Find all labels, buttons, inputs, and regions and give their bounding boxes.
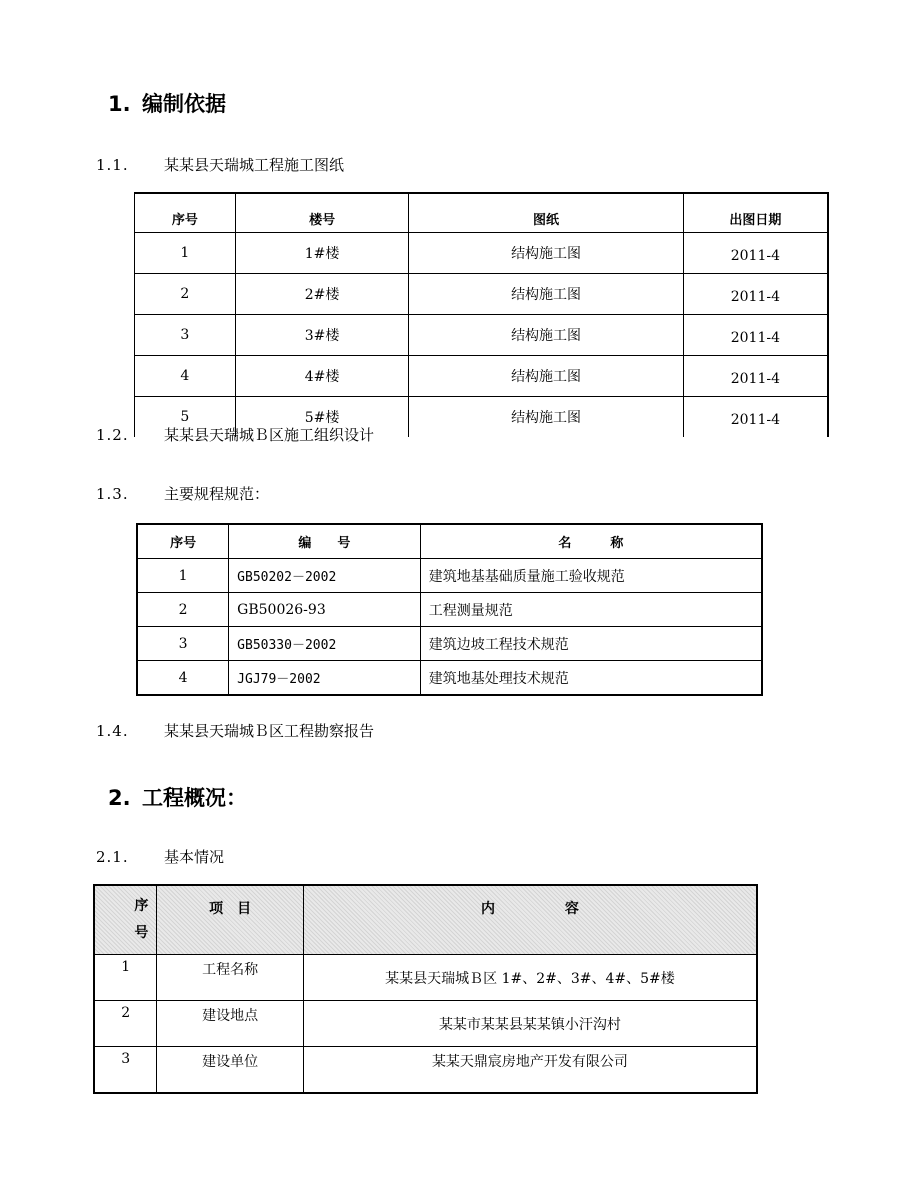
cell-name: 建筑地基基础质量施工验收规范: [420, 559, 762, 593]
cell-drawing: 结构施工图: [409, 356, 683, 397]
table-header-row: [94, 885, 757, 955]
table-row: [135, 356, 829, 397]
table-row: [135, 315, 829, 356]
subsection-2-1-text: 基本情况: [164, 848, 225, 866]
cell-drawing: 结构施工图: [409, 315, 683, 356]
cell-date: 2011-4: [683, 233, 828, 274]
table-row: [137, 593, 762, 627]
header-content: 内 容: [303, 885, 757, 955]
cell-date: 2011-4: [683, 356, 828, 397]
subsection-2-1-number: 2.1.: [96, 848, 129, 866]
table-row: [135, 274, 829, 315]
subsection-1-1-text: 某某县天瑞城工程施工图纸: [164, 156, 345, 174]
subsection-1-1: [96, 154, 344, 175]
cell-building: 5#楼: [235, 397, 409, 438]
cell-date: 2011-4: [683, 315, 828, 356]
cell-drawing: 结构施工图: [409, 233, 683, 274]
header-item: 项 目: [157, 885, 304, 955]
subsection-1-2-text: 某某县天瑞城Ｂ区施工组织设计: [164, 426, 375, 444]
table-row: [94, 1047, 757, 1094]
cell-index: 5: [135, 397, 236, 438]
subsection-1-1-number: 1.1.: [96, 156, 129, 174]
cell-item: 建设单位: [157, 1047, 304, 1094]
section-2-title: 工程概况：: [142, 786, 247, 810]
cell-drawing: 结构施工图: [409, 274, 683, 315]
header-index: 序号: [135, 193, 236, 233]
cell-index: 2: [94, 1001, 157, 1047]
table-header-row: [137, 524, 762, 559]
cell-index: 1: [135, 233, 236, 274]
cell-content: 某某天鼎宸房地产开发有限公司: [303, 1047, 757, 1094]
cell-building: 1#楼: [235, 233, 409, 274]
cell-building: 2#楼: [235, 274, 409, 315]
cell-index: 1: [94, 955, 157, 1001]
basic-info-table: [93, 884, 758, 1094]
cell-date: 2011-4: [683, 397, 828, 438]
cell-index: 1: [137, 559, 229, 593]
cell-item: 建设地点: [157, 1001, 304, 1047]
cell-date: 2011-4: [683, 274, 828, 315]
table-row: [137, 559, 762, 593]
cell-content: 某某市某某县某某镇小汗沟村: [303, 1001, 757, 1047]
cell-building: 3#楼: [235, 315, 409, 356]
table-row: [137, 661, 762, 696]
subsection-1-3-number: 1.3.: [96, 485, 129, 503]
cell-code: GB50026-93: [229, 593, 421, 627]
header-date: 出图日期: [683, 193, 828, 233]
standards-table: [136, 523, 763, 696]
table-row: [135, 233, 829, 274]
cell-index: 2: [135, 274, 236, 315]
header-drawing: 图纸: [409, 193, 683, 233]
cell-index: 3: [137, 627, 229, 661]
cell-drawing: 结构施工图: [409, 397, 683, 438]
cell-name: 建筑边坡工程技术规范: [420, 627, 762, 661]
header-index: 序号: [137, 524, 229, 559]
header-name: 名 称: [420, 524, 762, 559]
header-building: 楼号: [235, 193, 409, 233]
cell-code: JGJ79－2002: [229, 661, 421, 696]
section-2-number: 2.: [108, 786, 131, 810]
header-code: 编 号: [229, 524, 421, 559]
cell-building: 4#楼: [235, 356, 409, 397]
header-index-label: 序号: [134, 898, 149, 941]
header-index: [94, 885, 157, 955]
cell-index: 2: [137, 593, 229, 627]
section-1-heading: [108, 88, 226, 118]
cell-name: 工程测量规范: [420, 593, 762, 627]
subsection-1-2: [96, 424, 374, 445]
cell-code: GB50202－2002: [229, 559, 421, 593]
section-2-heading: [108, 782, 247, 812]
subsection-1-3-text: 主要规程规范：: [164, 485, 270, 503]
table-row: [94, 1001, 757, 1047]
cell-item: 工程名称: [157, 955, 304, 1001]
cell-index: 4: [135, 356, 236, 397]
cell-code: GB50330－2002: [229, 627, 421, 661]
subsection-1-2-number: 1.2.: [96, 426, 129, 444]
drawings-table: [134, 192, 829, 437]
table-row: [137, 627, 762, 661]
section-1-title: 编制依据: [142, 92, 226, 116]
subsection-1-3: [96, 483, 269, 504]
cell-name: 建筑地基处理技术规范: [420, 661, 762, 696]
subsection-1-4: [96, 720, 374, 741]
section-1-number: 1.: [108, 92, 131, 116]
subsection-1-4-text: 某某县天瑞城Ｂ区工程勘察报告: [164, 722, 375, 740]
subsection-2-1: [96, 846, 224, 867]
cell-index: 3: [135, 315, 236, 356]
table-row: [94, 955, 757, 1001]
table-header-row: [135, 193, 829, 233]
cell-index: 3: [94, 1047, 157, 1094]
subsection-1-4-number: 1.4.: [96, 722, 129, 740]
cell-content: 某某县天瑞城Ｂ区 1#、2#、3#、4#、5#楼: [303, 955, 757, 1001]
cell-index: 4: [137, 661, 229, 696]
